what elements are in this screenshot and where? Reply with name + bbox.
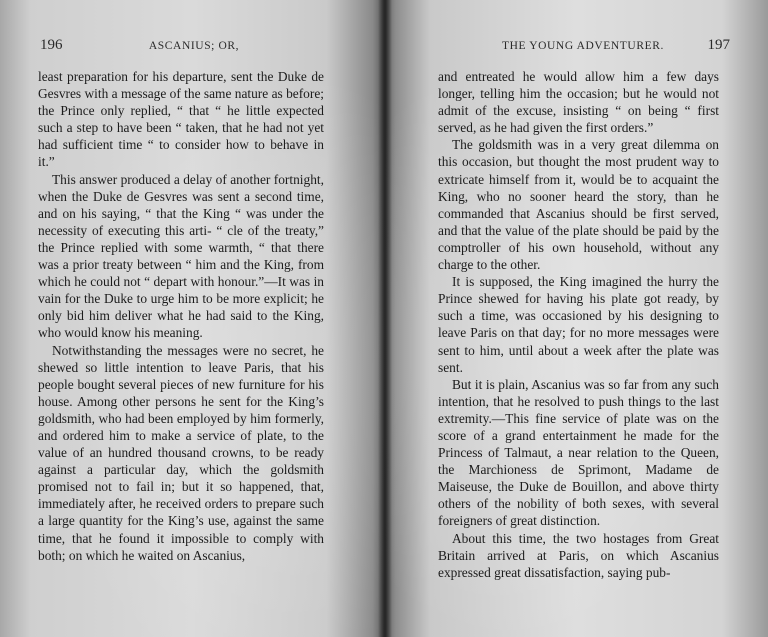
book-gutter: [378, 0, 392, 637]
paragraph: least preparation for his departure, sent the Duke de Gesvres with a message of the same nature as before; the Prince only replied, “ that “ he little expected such a step to have been “ taken, that he had not yet had sufficient time “ to consider how to behave in it.”: [38, 69, 324, 170]
right-page-header: [444, 37, 730, 60]
paragraph: The goldsmith was in a very great dilemma on this occasion, but thought the most prudent way to extricate himself from it, would be to acquaint the King, who no sooner heard the story, than he commanded that Ascanius should be first served, and that the value of the plate should be paid by the comptroller of his own household, without any charge to the other.: [438, 137, 719, 273]
left-page-header: [40, 37, 332, 60]
paragraph: It is supposed, the King imagined the hurry the Prince shewed for having his plate got ready, by such a time, was occasioned by his designing to leave Paris on that day; for no more messages were sent to him, until about a week after the plate was sent.: [438, 274, 719, 375]
paragraph: This answer produced a delay of another fortnight, when the Duke de Gesvres was sent a second time, and on his saying, “ that the King “ was under the necessity of executing this arti- “ cle of the treaty,” the Prince replied with some warmth, “ that there was a prior treaty between “ him and the King, from which he could not “ depart with honour.”—It was in vain for the Duke to urge him to be more explicit; he only bid him deliver what he had said to the King, who would know his meaning.: [38, 171, 324, 341]
paragraph: and entreated he would allow him a few days longer, telling him the occasion; but he would not admit of the excuse, insisting “ on being “ first served, as he had given the first orders.”: [438, 69, 719, 136]
paragraph: Notwithstanding the messages were no secret, he shewed so little intention to leave Paris, that his people bought several pieces of new furniture for his house. Among other persons he sent for the King’s goldsmith, who had been employed by him formerly, and ordered him to make a service of plate, to the value of an hundred thousand crowns, to be ready against a particular day, which the goldsmith promised not to fail in; but it so happened, that, immediately after, he received orders to prepare such a large quantity for the King’s use, against the same time, that he found it impossible to comply with both; on which he waited on Ascanius,: [38, 342, 324, 563]
right-page-number: 197: [707, 37, 730, 53]
right-page-text: [438, 68, 719, 637]
left-page-number: 196: [40, 37, 63, 53]
paragraph: But it is plain, Ascanius was so far from any such intention, that he resolved to push things to the last extremity.—This fine service of plate was on the score of a grand entertainment he made for the Princess of Talmaut, a near relation to the Queen, the Marchioness de Sprimont, Madame de Maiseuse, the Duke de Bouillon, and above thirty others of the nobility of both sexes, with several foreigners of great distinction.: [438, 376, 719, 529]
right-page: [384, 0, 768, 637]
left-page-text: [38, 68, 324, 637]
paragraph: About this time, the two hostages from Great Britain arrived at Paris, on which Ascanius expressed great dissatisfaction, saying pub-: [438, 530, 719, 580]
left-running-head: ASCANIUS; OR,: [148, 40, 240, 52]
right-running-head: THE YOUNG ADVENTURER.: [502, 40, 664, 52]
